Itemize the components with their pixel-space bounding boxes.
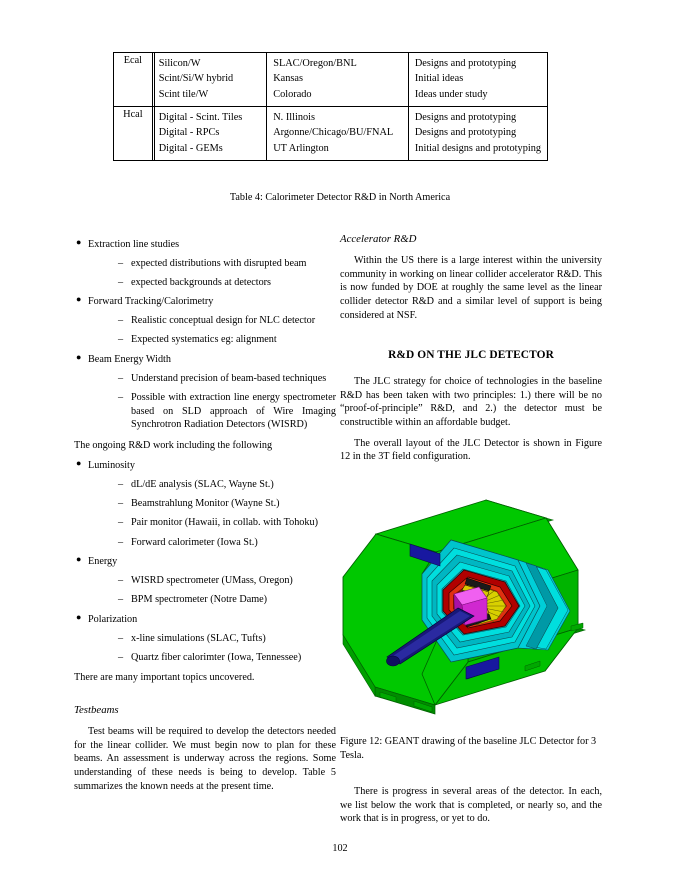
list-item [118, 257, 336, 271]
table-cell-text: UT Arlington [273, 142, 329, 154]
topic-list-ongoing [74, 459, 336, 664]
calorimeter-rd-table-container [113, 52, 548, 161]
list-item [74, 613, 336, 665]
list-item [118, 593, 336, 607]
table-cell-text: Designs and prototyping [414, 57, 517, 69]
sub-item-text: WISRD spectrometer (UMass, Oregon) [131, 575, 293, 587]
list-item [74, 295, 336, 347]
table-row [114, 107, 548, 161]
testbeams-paragraph: Test beams will be required to develop the detectors needed for the linear collider. We must begin now to plan for these beams. An assessment is underway across the regions. Some understanding of these needs is being to develop. Table 5 summarizes the known needs at the present time. [74, 726, 336, 792]
topic-sublist [88, 257, 336, 290]
table-cell-text: Kansas [273, 73, 303, 85]
list-item [74, 238, 336, 290]
dash-icon: – [118, 536, 124, 548]
dash-icon: – [118, 651, 124, 663]
bullet-icon: ● [76, 554, 82, 565]
table-cell-text: Colorado [273, 88, 312, 100]
list-item [118, 314, 336, 328]
table-cell-text: Digital - Scint. Tiles [158, 111, 243, 123]
accelerator-rd-paragraph: Within the US there is a large interest within the university community in working on linear collider accelerator R&D. This is now funded by DOE at roughly the same level as the linear collider detector R&D and a similar level of support is being considered at NSF. [340, 255, 602, 321]
bullet-icon: ● [76, 236, 82, 247]
table-cell-text: Initial ideas [414, 73, 464, 85]
ongoing-rd-intro: The ongoing R&D work including the following [74, 439, 273, 451]
list-item [118, 276, 336, 290]
topic-title: Forward Tracking/Calorimetry [88, 296, 214, 308]
dash-icon: – [118, 257, 124, 269]
right-text-column [340, 232, 602, 471]
section-heading-jlc-detector: R&D ON THE JLC DETECTOR [388, 349, 554, 362]
page-number: 102 [332, 843, 348, 854]
table-cell-text: Initial designs and prototyping [414, 142, 541, 154]
sub-item-text: Understand precision of beam-based techniques [131, 372, 327, 384]
jlc-strategy-paragraph: The JLC strategy for choice of technologies in the baseline R&D has been taken with two principles: 1.) there will be no “proof-of-principle” R&D, and 2.) the detector must be constructible within an affordable budget. [340, 376, 602, 429]
table-cell-text: SLAC/Oregon/BNL [273, 57, 357, 69]
topic-title: Luminosity [88, 460, 135, 472]
sub-item-text: BPM spectrometer (Notre Dame) [131, 594, 268, 606]
table-cell-institutions-group-ecal [267, 53, 409, 107]
beam-pipe-end-cap [387, 656, 400, 666]
table-cell-text: Designs and prototyping [414, 127, 517, 139]
list-item [118, 516, 336, 530]
list-item [118, 497, 336, 511]
table-row [114, 53, 548, 107]
bullet-icon: ● [76, 611, 82, 622]
list-item [118, 478, 336, 492]
table-cell-text: Scint tile/W [158, 88, 209, 100]
topic-list-primary [74, 238, 336, 432]
figure-caption: Figure 12: GEANT drawing of the baseline JLC Detector for 3 Tesla. [340, 736, 597, 761]
table-cell-technology-group-ecal [152, 53, 267, 107]
accelerator-rd-heading: Accelerator R&D [340, 233, 417, 245]
dash-icon: – [118, 479, 124, 491]
dash-icon: – [118, 392, 124, 403]
closing-line: There are many important topics uncovered. [74, 672, 255, 684]
sub-item-text: x-line simulations (SLAC, Tufts) [131, 632, 266, 644]
topic-title: Energy [88, 556, 118, 568]
list-item [74, 459, 336, 549]
table-cell-status-group-ecal [408, 53, 547, 107]
sub-item-text: Expected systematics eg: alignment [131, 334, 277, 346]
sub-item-text: Forward calorimeter (Iowa St.) [131, 536, 258, 548]
jlc-layout-paragraph: The overall layout of the JLC Detector is shown in Figure 12 in the 3T field configuration. [340, 437, 602, 463]
dash-icon: – [118, 372, 124, 384]
sub-item-text: dL/dE analysis (SLAC, Wayne St.) [131, 479, 274, 491]
dash-icon: – [118, 334, 124, 346]
table-cell-text: Designs and prototyping [414, 111, 517, 123]
table-cell-institutions-group-hcal [267, 107, 409, 161]
table-cell-text: Digital - GEMs [158, 142, 223, 154]
dash-icon: – [118, 517, 124, 529]
list-item [74, 555, 336, 607]
topic-title: Beam Energy Width [88, 353, 171, 365]
geant-detector-drawing [340, 478, 602, 726]
list-item [118, 651, 336, 665]
dash-icon: – [118, 575, 124, 587]
table-cell-technology-group-hcal [152, 107, 267, 161]
geant-detector-figure [340, 478, 602, 726]
topic-sublist [88, 632, 336, 665]
dash-icon: – [118, 276, 124, 288]
list-item [118, 391, 336, 432]
sub-item-text: expected distributions with disrupted beam [131, 257, 307, 269]
sub-item-text: Realistic conceptual design for NLC detector [131, 315, 316, 327]
table-cell-text: Scint/Si/W hybrid [158, 73, 234, 85]
list-item [118, 372, 336, 386]
dash-icon: – [118, 632, 124, 644]
dash-icon: – [118, 594, 124, 606]
post-figure-paragraph [340, 785, 602, 826]
calorimeter-rd-table [113, 52, 548, 161]
sub-item-text: expected backgrounds at detectors [131, 276, 272, 288]
sub-item-text: Pair monitor (Hawaii, in collab. with Tohoku) [131, 517, 318, 529]
dash-icon: – [118, 498, 124, 510]
table-group-label-ecal: Ecal [114, 53, 153, 107]
table-cell-text: Digital - RPCs [158, 127, 220, 139]
list-item [118, 632, 336, 646]
table-cell-text: N. Illinois [273, 111, 315, 123]
topic-sublist [88, 314, 336, 347]
list-item [74, 353, 336, 432]
left-text-column [74, 232, 336, 800]
list-item [118, 574, 336, 588]
table-group-label-hcal: Hcal [114, 107, 153, 161]
bullet-icon: ● [76, 351, 82, 362]
topic-sublist [88, 372, 336, 432]
dash-icon: – [118, 315, 124, 327]
progress-paragraph: There is progress in several areas of the detector. In each, we list below the work that is completed, or nearly so, and the work that is in progress, or yet to do. [340, 786, 602, 825]
table-cell-status-group-hcal [408, 107, 547, 161]
sub-item-text: Quartz fiber calorimter (Iowa, Tennessee) [131, 651, 302, 663]
list-item [118, 333, 336, 347]
table-cell-text: Silicon/W [158, 57, 201, 69]
topic-title: Polarization [88, 613, 138, 625]
sub-item-text: Beamstrahlung Monitor (Wayne St.) [131, 498, 280, 510]
detector-geometry [343, 500, 585, 714]
testbeams-heading: Testbeams [74, 704, 119, 716]
list-item [118, 536, 336, 550]
table-caption: Table 4: Calorimeter Detector R&D in North America [229, 192, 451, 203]
topic-sublist [88, 478, 336, 549]
table-cell-text: Argonne/Chicago/BU/FNAL [273, 127, 394, 139]
sub-item-text: Possible with extraction line energy spectrometer based on SLD approach of Wire Imaging Synchrotron Radiation Detectors (WISRD) [131, 392, 336, 431]
topic-sublist [88, 574, 336, 607]
topic-title: Extraction line studies [88, 238, 180, 250]
table-cell-text: Ideas under study [414, 88, 488, 100]
bullet-icon: ● [76, 294, 82, 305]
bullet-icon: ● [76, 458, 82, 469]
